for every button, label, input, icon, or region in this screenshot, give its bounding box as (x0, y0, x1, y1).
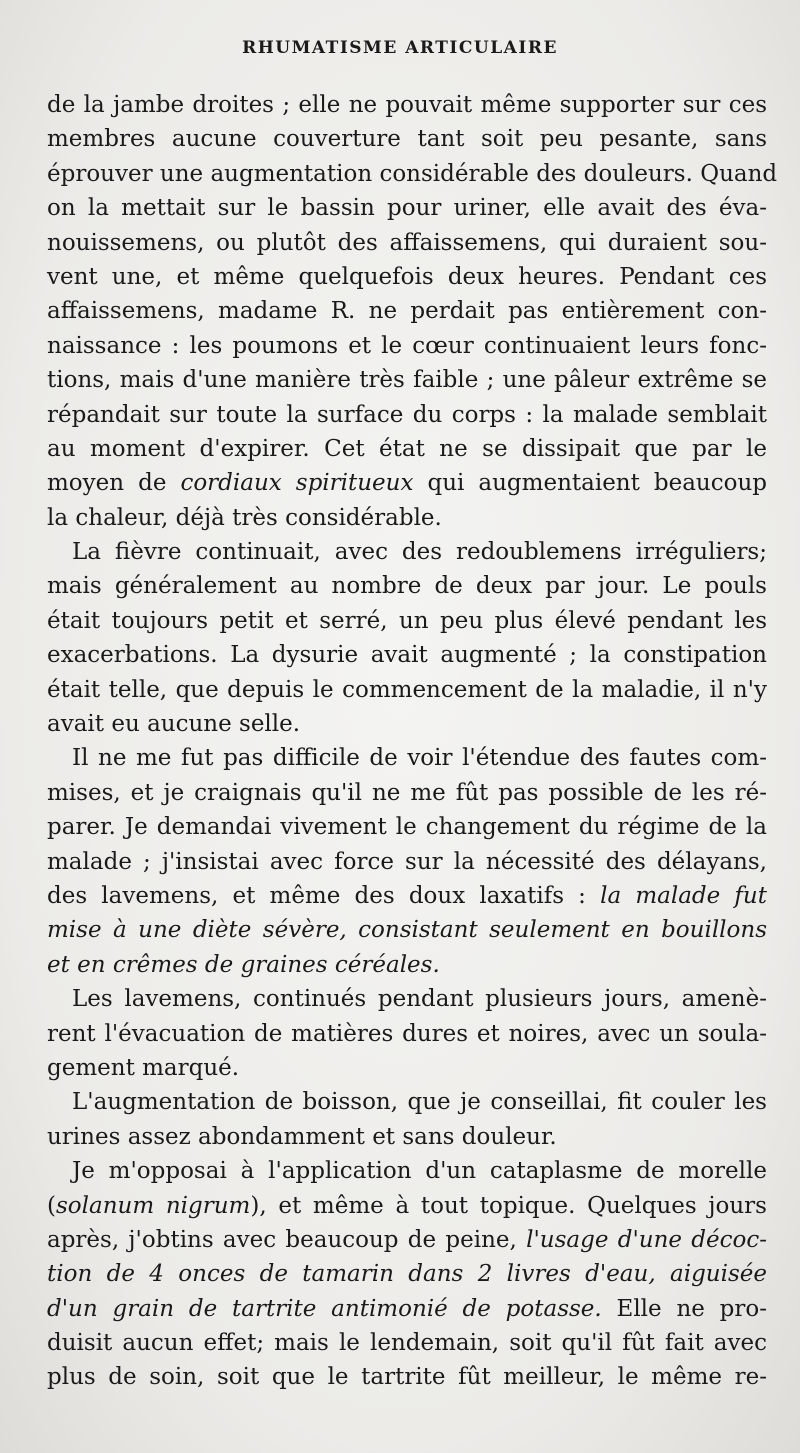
text-run: on la mettait sur le bassin pour uriner, elle avait des éva- (47, 195, 767, 222)
text-line (47, 1120, 767, 1154)
text-line (47, 913, 767, 947)
text-run: La fièvre continuait, avec des redoublemens irréguliers; (72, 539, 767, 566)
text-run: moyen de (47, 470, 181, 497)
text-run: tions, mais d'une manière très faible ; une pâleur extrême se (47, 367, 767, 394)
text-run: éprouver une augmentation considérable des douleurs. Quand (47, 160, 778, 187)
text-line (47, 363, 767, 397)
text-line (47, 741, 767, 775)
text-line (47, 191, 767, 225)
text-run: était toujours petit et serré, un peu plus élevé pendant les (47, 607, 767, 634)
italic-text-run: la malade fut (600, 882, 767, 909)
text-line (47, 466, 767, 500)
text-run: ), et même à tout topique. Quelques jours (250, 1192, 767, 1219)
text-line (47, 157, 778, 191)
text-line (47, 1292, 767, 1326)
running-header: RHUMATISME ARTICULAIRE (242, 38, 558, 58)
italic-text-run: solanum nigrum (55, 1192, 251, 1219)
text-line (47, 638, 767, 672)
text-run: qui augmentaient beaucoup (413, 470, 768, 497)
text-line (47, 810, 767, 844)
text-line (47, 329, 767, 363)
text-line (47, 1051, 767, 1085)
text-line (47, 1223, 767, 1257)
text-run: des lavemens, et même des doux laxatifs : (47, 882, 601, 909)
text-run: gement marqué. (47, 1054, 240, 1081)
text-line (47, 948, 767, 982)
text-run: de la jambe droites ; elle ne pouvait même supporter sur ces (47, 92, 767, 118)
italic-text-run: mise à une diète sévère, consistant seulement en bouillons (47, 917, 767, 944)
text-line (47, 673, 767, 707)
text-run: naissance : les poumons et le cœur continuaient leurs fonc- (47, 332, 767, 359)
italic-text-run: tion de 4 onces de tamarin dans 2 livres d'eau, aiguisée (47, 1261, 767, 1288)
text-run: rent l'évacuation de matières dures et noires, avec un soula- (47, 1020, 767, 1047)
text-line (47, 501, 767, 535)
text-run: parer. Je demandai vivement le changement du régime de la (47, 814, 767, 841)
text-run: vent une, et même quelquefois deux heures. Pendant ces (47, 263, 767, 290)
text-line (47, 879, 767, 913)
italic-text-run: l'usage d'une décoc- (526, 1226, 767, 1253)
text-line (47, 122, 767, 156)
italic-text-run: et en crêmes de graines céréales. (47, 951, 440, 978)
page-body-text (47, 88, 778, 1395)
text-line (47, 845, 767, 879)
text-line (47, 1017, 767, 1051)
text-run: la chaleur, déjà très considérable. (47, 504, 442, 531)
text-run: L'augmentation de boisson, que je conseillai, fit couler les (72, 1089, 767, 1116)
text-run: répandait sur toute la surface du corps : la malade semblait (47, 401, 767, 428)
text-line (47, 982, 767, 1016)
text-run: exacerbations. La dysurie avait augmenté ; la constipation (47, 642, 767, 669)
text-line (47, 604, 767, 638)
text-run: membres aucune couverture tant soit peu pesante, sans (47, 126, 767, 153)
text-line (47, 88, 767, 122)
text-line (47, 1085, 767, 1119)
text-run: urines assez abondamment et sans douleur. (47, 1123, 557, 1150)
text-line (47, 707, 767, 741)
text-run: duisit aucun effet; mais le lendemain, soit qu'il fût fait avec (47, 1330, 767, 1357)
text-run: nouissemens, ou plutôt des affaissemens, qui duraient sou- (47, 229, 767, 256)
text-line (47, 1360, 767, 1394)
text-line (47, 1154, 767, 1188)
text-run: Les lavemens, continués pendant plusieurs jours, amenè- (72, 986, 767, 1013)
text-line (47, 569, 767, 603)
text-run: mises, et je craignais qu'il ne me fût pas possible de les ré- (47, 779, 767, 806)
text-run: malade ; j'insistai avec force sur la nécessité des délayans, (47, 848, 767, 875)
italic-text-run: d'un grain de tartrite antimonié de potasse. (47, 1295, 602, 1322)
text-line (47, 294, 767, 328)
text-line (47, 1189, 767, 1223)
text-line (47, 432, 767, 466)
text-run: avait eu aucune selle. (47, 711, 301, 738)
text-run: plus de soin, soit que le tartrite fût meilleur, le même re- (47, 1364, 767, 1391)
text-run: était telle, que depuis le commencement de la maladie, il n'y (47, 676, 767, 703)
text-run: mais généralement au nombre de deux par jour. Le pouls (47, 573, 767, 600)
text-line (47, 260, 767, 294)
text-line (47, 226, 767, 260)
text-line (47, 398, 767, 432)
text-run: affaissemens, madame R. ne perdait pas entièrement con- (47, 298, 767, 325)
italic-text-run: cordiaux spiritueux (180, 470, 414, 497)
text-line (47, 776, 767, 810)
text-line (47, 535, 767, 569)
text-line (47, 1257, 767, 1291)
text-run: Il ne me fut pas difficile de voir l'étendue des fautes com- (72, 745, 767, 772)
text-run: Je m'opposai à l'application d'un cataplasme de morelle (72, 1158, 767, 1185)
text-line (47, 1326, 767, 1360)
text-run: Elle ne pro- (601, 1295, 767, 1322)
text-run: après, j'obtins avec beaucoup de peine, (47, 1226, 527, 1253)
text-run: ( (47, 1192, 56, 1219)
text-run: au moment d'expirer. Cet état ne se dissipait que par le (47, 435, 767, 462)
